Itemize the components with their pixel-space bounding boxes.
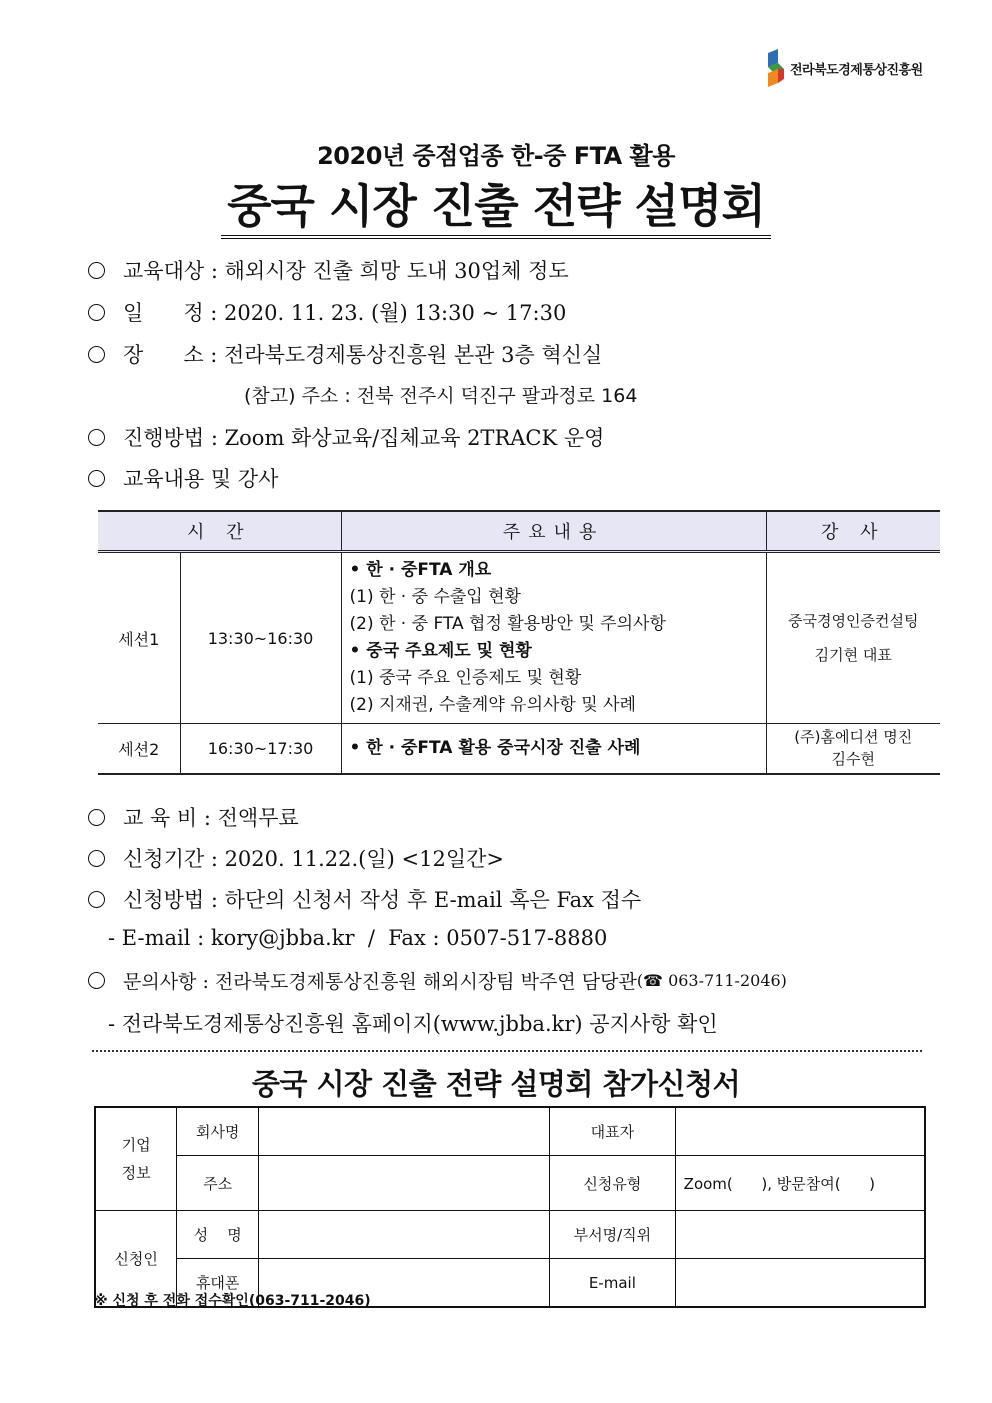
time-cell: 13:30~16:30 <box>180 552 341 724</box>
circle-bullet-icon <box>88 346 105 363</box>
content-line: (2) 한 · 중 FTA 협정 활용방안 및 주의사항 <box>349 614 666 634</box>
info-contact: - E-mail : kory@jbba.kr / Fax : 0507-517-8880 <box>108 926 608 950</box>
info-method <box>88 422 604 452</box>
info-place <box>88 339 602 369</box>
logo-mark-icon <box>766 49 786 87</box>
info-apply-text: 신청방법 : 하단의 신청서 작성 후 E-mail 혹은 Fax 접수 <box>123 888 642 912</box>
circle-bullet-icon <box>88 304 105 321</box>
info-date-text: 일 정 : 2020. 11. 23. (월) 13:30 ~ 17:30 <box>123 301 567 325</box>
name-field[interactable] <box>259 1211 550 1259</box>
header-time: 시 간 <box>98 511 341 552</box>
company-name-field[interactable] <box>259 1107 550 1156</box>
email-field[interactable] <box>675 1259 925 1308</box>
applicant-group-label: 신청인 <box>95 1211 177 1308</box>
circle-bullet-icon <box>88 972 105 989</box>
lecturer-name: 김수현 <box>831 750 875 769</box>
header-lecturer: 강 사 <box>766 511 940 552</box>
table-row <box>98 552 940 724</box>
content-line: (2) 지재권, 수출계약 유의사항 및 사례 <box>349 695 636 715</box>
content-cell <box>341 552 766 724</box>
lecturer-name: 김기현 대표 <box>814 646 892 664</box>
info-content <box>88 463 278 493</box>
lecturer-cell <box>766 724 940 774</box>
document-subtitle: 2020년 중점업종 한-중 FTA 활용 <box>317 142 675 170</box>
info-phone: (☎ 063-711-2046) <box>636 971 787 990</box>
info-inquiry <box>88 967 787 994</box>
info-target-text: 교육대상 : 해외시장 진출 희망 도내 30업체 정도 <box>123 259 569 283</box>
circle-bullet-icon <box>88 262 105 279</box>
schedule-table <box>98 510 940 775</box>
mobile-label: 휴대폰 <box>177 1259 259 1308</box>
email-label: E-mail <box>550 1259 676 1308</box>
company-group-label: 기업 정보 <box>95 1107 177 1211</box>
info-homepage: - 전라북도경제통상진흥원 홈페이지(www.jbba.kr) 공지사항 확인 <box>108 1012 718 1036</box>
address-field[interactable] <box>259 1156 550 1211</box>
header-content: 주요내용 <box>341 511 766 552</box>
info-target <box>88 255 569 285</box>
info-date <box>88 297 566 327</box>
info-inquiry-text: 문의사항 : 전라북도경제통상진흥원 해외시장팀 박주연 담당관 <box>123 971 637 993</box>
circle-bullet-icon <box>88 429 105 446</box>
company-name-label: 회사명 <box>177 1107 259 1156</box>
circle-bullet-icon <box>88 850 105 867</box>
position-label: 부서명/직위 <box>550 1211 676 1259</box>
schedule-header-row <box>98 511 940 552</box>
lecturer-cell <box>766 552 940 724</box>
name-label: 성 명 <box>177 1211 259 1259</box>
address-label: 주소 <box>177 1156 259 1211</box>
table-row <box>98 724 940 774</box>
info-fee-text: 교 육 비 : 전액무료 <box>123 806 299 830</box>
table-row <box>95 1107 925 1156</box>
content-line: (1) 중국 주요 인증제도 및 현황 <box>349 668 582 688</box>
session-cell: 세션2 <box>98 724 180 774</box>
ceo-label: 대표자 <box>550 1107 676 1156</box>
position-field[interactable] <box>675 1211 925 1259</box>
form-title: 중국 시장 진출 전략 설명회 참가신청서 <box>251 1067 741 1101</box>
info-period-text: 신청기간 : 2020. 11.22.(일) <12일간> <box>123 847 504 871</box>
type-label: 신청유형 <box>550 1156 676 1211</box>
content-line: • 중국 주요제도 및 현황 <box>349 641 532 661</box>
info-apply <box>88 884 641 914</box>
logo-text: 전라북도경제통상진흥원 <box>790 62 923 78</box>
table-row <box>95 1211 925 1259</box>
content-line: (1) 한 · 중 수출입 현황 <box>349 587 521 607</box>
lecturer-org: (주)홈에디션 명진 <box>794 728 913 747</box>
session-cell: 세션1 <box>98 552 180 724</box>
circle-bullet-icon <box>88 809 105 826</box>
ceo-field[interactable] <box>675 1107 925 1156</box>
organization-logo <box>766 48 956 88</box>
application-form-table <box>94 1106 926 1308</box>
lecturer-org: 중국경영인증컨설팅 <box>788 612 919 630</box>
info-content-text: 교육내용 및 강사 <box>123 467 279 491</box>
content-line: • 한 · 중FTA 개요 <box>349 560 492 580</box>
info-period <box>88 843 504 873</box>
circle-bullet-icon <box>88 891 105 908</box>
table-row <box>95 1156 925 1211</box>
footnote: ※ 신청 후 전화 접수확인(063-711-2046) <box>94 1293 371 1309</box>
info-place-text: 장 소 : 전라북도경제통상진흥원 본관 3층 혁신실 <box>123 343 603 367</box>
time-cell: 16:30~17:30 <box>180 724 341 774</box>
circle-bullet-icon <box>88 470 105 487</box>
document-title <box>0 170 992 236</box>
info-method-text: 진행방법 : Zoom 화상교육/집체교육 2TRACK 운영 <box>123 426 605 450</box>
info-fee <box>88 802 299 832</box>
dotted-divider <box>92 1050 922 1052</box>
info-address: (참고) 주소 : 전북 전주시 덕진구 팔과정로 164 <box>244 385 638 407</box>
document-title-text: 중국 시장 진출 전략 설명회 <box>221 179 771 239</box>
type-field[interactable]: Zoom( ), 방문참여( ) <box>675 1156 925 1211</box>
content-cell: • 한 · 중FTA 활용 중국시장 진출 사례 <box>341 724 766 774</box>
